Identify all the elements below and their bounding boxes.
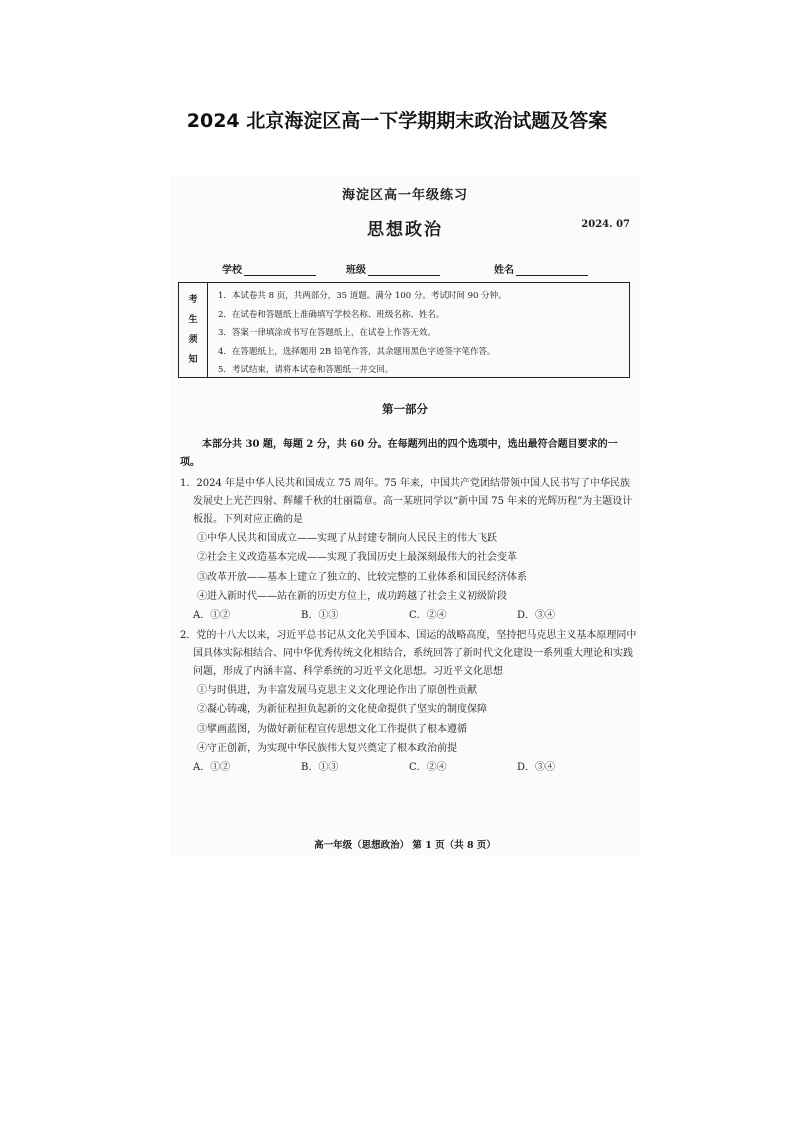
school-label: 学校 [222,265,242,276]
document-title: 2024 北京海淀区高一下学期期末政治试题及答案 [186,110,608,132]
answer-choices [180,758,638,777]
choice-a: A．①② [193,610,231,622]
notice-item: 4．在答题纸上，选择题用 2B 铅笔作答，其余题用黑色字迹签字笔作答。 [218,346,496,357]
school-field [222,261,316,276]
answer-choices [180,606,638,625]
part-title: 第一部分 [382,402,428,416]
choice-d: D．③④ [517,610,556,622]
exam-date: 2024. 07 [581,219,630,230]
question-option: ②凝心铸魂，为新征程担负起新的文化使命提供了坚实的制度保障 [197,704,487,716]
candidate-notice-box [178,282,630,378]
choice-d: D．③④ [517,762,556,774]
question-option: ④进入新时代——站在新的历史方位上，成功跨越了社会主义初级阶段 [197,590,507,602]
notice-label-char: 知 [188,355,198,365]
choice-a: A．①② [193,762,231,774]
class-field [346,261,440,276]
choice-c: C．②④ [409,762,447,774]
question-2 [180,627,638,777]
choice-b: B．①③ [301,610,339,622]
notice-label-char: 生 [188,315,198,325]
scanned-exam-page [170,175,640,855]
notice-label [179,283,208,377]
name-field [494,261,588,276]
question-1 [180,475,638,625]
question-option: ③改革开放——基本上建立了独立的、比较完整的工业体系和国民经济体系 [197,571,527,583]
notice-item: 3．答案一律填涂或书写在答题纸上，在试卷上作答无效。 [218,328,436,339]
question-option: ③擘画蓝图，为做好新征程宣传思想文化工作提供了根本遵循 [197,723,467,735]
question-stem: 1．2024 年是中华人民共和国成立 75 周年。75 年来，中国共产党团结带领中国人民书写了中华民族发展史上光芒四射、辉耀千秋的壮丽篇章。高一某班同学以“新中国 75 年来的光辉历程”为主题设计板报。下列对应正确的是 [180,478,633,525]
question-option: ④守正创新，为实现中华民族伟大复兴奠定了根本政治前提 [197,742,457,754]
choice-b: B．①③ [301,762,339,774]
question-option: ①与时俱进，为丰富发展马克思主义文化理论作出了原创性贡献 [197,685,477,696]
class-label: 班级 [346,265,366,276]
choice-c: C．②④ [409,610,447,622]
notice-items [208,283,629,377]
question-option: ②社会主义改造基本完成——实现了我国历史上最深刻最伟大的社会变革 [197,552,517,564]
notice-label-char: 须 [188,335,198,345]
part-intro: 本部分共 30 题，每题 2 分，共 60 分。在每题列出的四个选项中，选出最符合题目要求的一项。 [180,439,618,468]
question-option: ①中华人民共和国成立——实现了从封建专制向人民民主的伟大飞跃 [197,533,497,544]
question-stem: 2．党的十八大以来，习近平总书记从文化关乎国本、国运的战略高度，坚持把马克思主义基本原理同中国具体实际相结合、同中华优秀传统文化相结合，系统回答了新时代文化建设一系列重大理论和实践问题，形成了内涵丰富、科学系统的习近平文化思想。习近平文化思想 [180,630,637,677]
notice-item: 5．考试结束，请将本试卷和答题纸一并交回。 [218,365,394,376]
name-blank [516,264,588,276]
notice-item: 2．在试卷和答题纸上准确填写学校名称、班级名称、姓名。 [218,309,445,320]
notice-label-char: 考 [188,295,198,305]
page-footer: 高一年级（思想政治） 第 1 页（共 8 页） [314,840,496,851]
notice-item: 1．本试卷共 8 页，共两部分，35 道题。满分 100 分。考试时间 90 分钟。 [218,291,507,301]
class-blank [368,264,440,276]
exam-subject: 思想政治 [367,220,443,240]
school-blank [244,264,316,276]
exam-name: 海淀区高一年级练习 [341,188,468,203]
name-label: 姓名 [494,265,514,276]
